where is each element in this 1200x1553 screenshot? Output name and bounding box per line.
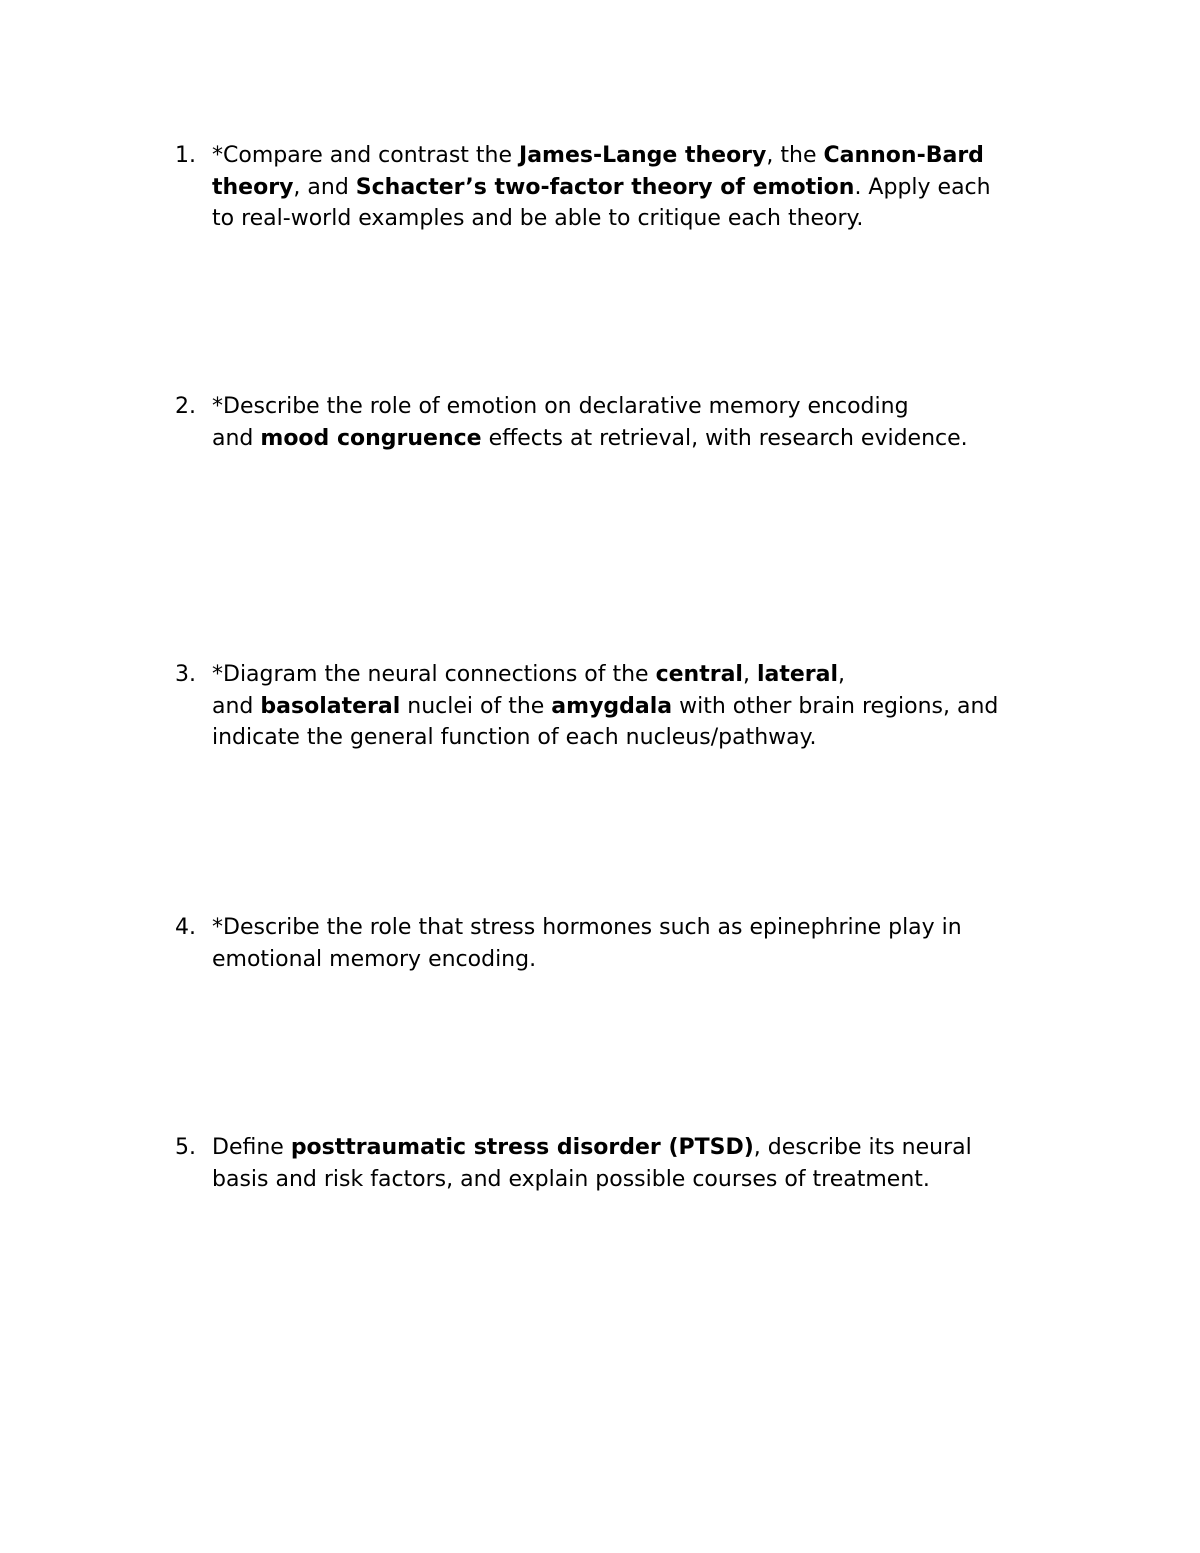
question-text [212,140,991,235]
text-line [212,1164,972,1196]
bold-term: theory [212,174,294,200]
text-segment: and [212,425,261,451]
bold-term: mood congruence [260,425,482,451]
text-line [212,912,962,944]
text-segment: and [212,693,261,719]
text-segment: effects at retrieval, with research evidence. [481,425,968,451]
question-text [212,659,998,754]
text-line [212,423,968,455]
question-number: 5. [175,1135,196,1160]
question-text [212,391,968,454]
question-number: 4. [175,915,196,940]
bold-term: basolateral [260,693,401,719]
bold-term: amygdala [551,693,673,719]
bold-term: James-Lange theory [519,143,767,168]
question-number: 3. [175,662,196,687]
text-segment: *Compare and contrast the [212,143,520,168]
text-segment: , describe its neural [753,1135,972,1160]
text-segment: *Diagram the neural connections of the [212,662,656,687]
text-segment: , the [766,143,824,168]
text-segment: , and [293,174,356,200]
bold-term: Cannon-Bard [823,143,984,168]
question-number: 2. [175,394,196,419]
text-segment: emotional memory encoding. [212,946,537,972]
text-line [212,140,991,172]
text-line [212,659,998,691]
text-segment: , [838,662,846,687]
text-segment: *Describe the role of emotion on declarative memory encoding [212,394,909,419]
text-line [212,691,998,723]
text-segment: Define [212,1135,291,1160]
text-segment: . Apply each [854,174,991,200]
text-segment: with other brain regions, and [672,693,999,719]
question-text [212,912,962,975]
text-line [212,203,991,235]
text-line [212,172,991,204]
bold-term: posttraumatic stress disorder (PTSD) [290,1135,754,1160]
text-segment: nuclei of the [400,693,552,719]
text-line [212,1132,972,1164]
text-segment: basis and risk factors, and explain possible courses of treatment. [212,1166,930,1192]
text-line [212,391,968,423]
text-line [212,944,962,976]
bold-term: lateral [756,662,839,687]
text-line [212,722,998,754]
question-text [212,1132,972,1195]
text-segment: to real-world examples and be able to critique each theory. [212,206,864,231]
text-segment: *Describe the role that stress hormones such as epinephrine play in [212,915,962,940]
text-segment: , [742,662,757,687]
bold-term: Schacter’s two-factor theory of emotion [355,174,855,200]
question-number: 1. [175,143,196,168]
text-segment: indicate the general function of each nucleus/pathway. [212,725,817,750]
bold-term: central [655,662,743,687]
